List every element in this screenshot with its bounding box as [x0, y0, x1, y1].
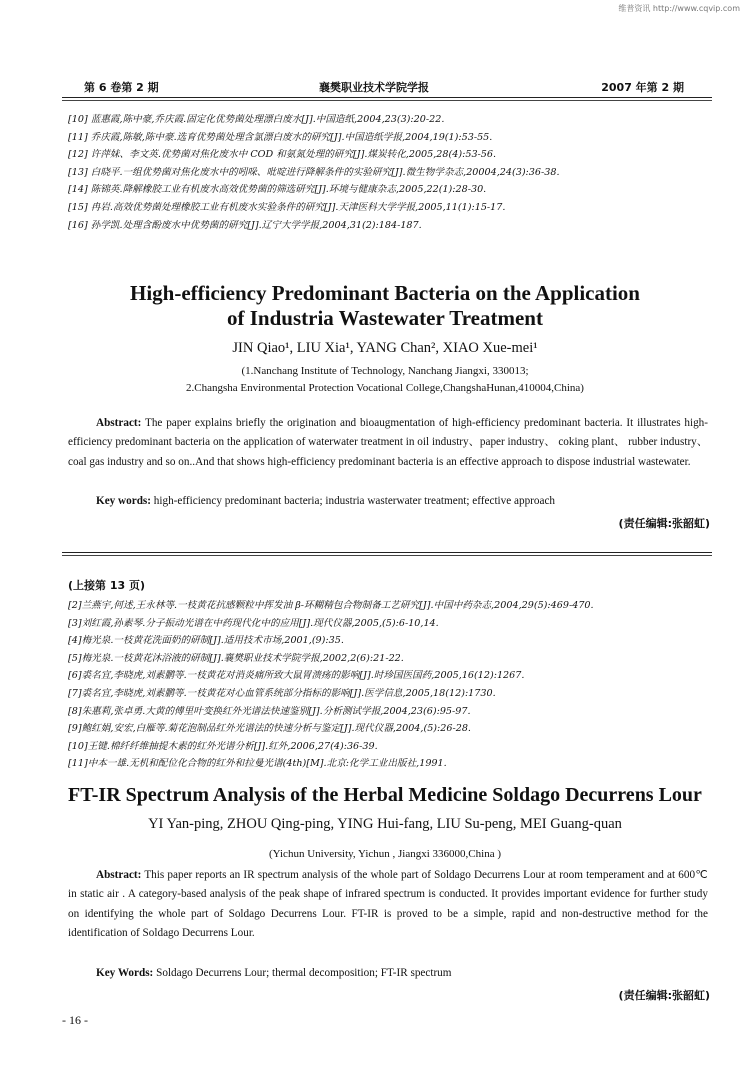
watermark: 维普资讯 http://www.cqvip.com: [618, 4, 740, 13]
article1-title-line2: of Industria Wastewater Treatment: [227, 306, 543, 330]
reference-item: [4]梅光泉.一枝黄花洗面奶的研制[J].适用技术市场,2001,(9):35.: [68, 635, 344, 647]
reference-item: [10] 蓝惠霞,陈中豪,乔庆霞.固定化优势菌处理漂白废水[J].中国造纸,2004,23(3):20-22.: [68, 114, 445, 125]
article1-affiliation: [60, 363, 710, 397]
reference-item: [12] 许萍妹、李文英.优势菌对焦化废水中 COD 和氨氮处理的研究[J].煤炭转化,2005,28(4):53-56.: [68, 149, 497, 161]
article2-keywords-text: Soldago Decurrens Lour; thermal decomposition; FT-IR spectrum: [156, 967, 452, 979]
article1-keywords: [96, 495, 555, 507]
article1-affiliation-line2: 2.Changsha Environmental Protection Vocational College,ChangshaHunan,410004,China): [186, 382, 584, 394]
reference-item: [6]裘名宜,李晓虎,刘素鹏等.一枝黄花对消炎痛所致大鼠胃溃疡的影响[J].时珍国医国药,2005,16(12):1267.: [68, 670, 525, 682]
article1-abstract: [68, 414, 708, 472]
reference-item: [5]梅光泉.一枝黄花沐浴液的研制[J].襄樊职业技术学院学报,2002,2(6):21-22.: [68, 652, 404, 664]
article1-keywords-label: Key words:: [96, 495, 151, 507]
reference-item: [10]王键.棉纤纤维抽提木素的红外光谱分析[J].红外,2006,27(4):36-39.: [68, 740, 378, 752]
section-divider-thin: [62, 555, 712, 556]
reference-item: [15] 冉岩.高效优势菌处理橡胶工业有机废水实验条件的研究[J].天津医科大学学报,2005,11(1):15-17.: [68, 201, 506, 213]
article1-title: [60, 281, 710, 331]
reference-item: [8]朱惠莉,张卓勇.大黄的傅里叶变换红外光谱法快速鉴别[J].分析测试学报,2004,23(6):95-97.: [68, 705, 471, 717]
page-number: - 16 -: [62, 1013, 88, 1027]
article2-abstract: [68, 866, 708, 943]
section-divider: [62, 552, 712, 553]
article2-keywords-label: Key Words:: [96, 967, 154, 979]
header-journal: 襄樊职业技术学院学报: [319, 81, 429, 94]
article2-authors: YI Yan-ping, ZHOU Qing-ping, YING Hui-fang, LIU Su-peng, MEI Guang-quan: [148, 816, 622, 832]
header-rule-thin: [62, 100, 712, 101]
header-issue: 2007 年第 2 期: [601, 81, 684, 94]
article1-title-line1: High-efficiency Predominant Bacteria on the Application: [130, 281, 640, 305]
article1-abstract-text: The paper explains briefly the origination and bioaugmentation of high-efficiency predominant bacteria. It illustrates high-efficiency predominant bacteria on the application of waterwater treatment in oil industry、paper industry、 coking plant、 rubber industry、 coal gas industry and so on..And that shows high-efficiency predominant bacteria is an effective approach to dispose industrial wastewater.: [68, 417, 708, 468]
reference-item: [7]裘名宜,李晓虎,刘素鹏等.一枝黄花对心血管系统部分指标的影响[J].医学信息,2005,18(12):1730.: [68, 687, 496, 699]
article2-abstract-label: Abstract:: [96, 869, 142, 881]
reference-item: [3]刘红霞,孙素琴.分子振动光谱在中药现代化中的应用[J].现代仪器,2005,(5):6-10,14.: [68, 617, 439, 629]
reference-item: [9]鲍红娟,安宏,白雁等.菊花泡制品红外光谱法的快速分析与鉴定[J].现代仪器,2004,(5):26-28.: [68, 723, 471, 735]
header-volume: 第 6 卷第 2 期: [84, 81, 159, 94]
header-rule: [62, 97, 712, 98]
reference-item: [2]兰燕宇,何述,王永林等.一枝黄花抗感颗粒中挥发油 β-环糊精包合物制备工艺研究[J].中国中药杂志,2004,29(5):469-470.: [68, 600, 594, 611]
reference-list-mid: [68, 597, 708, 773]
reference-item: [11]中本一雄.无机和配位化合物的红外和拉曼光谱(4th)[M].北京:化学工业出版社,1991.: [68, 758, 447, 770]
reference-item: [11] 乔庆霞,陈敏,陈中豪.选育优势菌处理含氯漂白废水的研究[J].中国造纸学报,2004,19(1):53-55.: [68, 131, 493, 143]
article1-affiliation-line1: (1.Nanchang Institute of Technology, Nanchang Jiangxi, 330013;: [241, 365, 529, 377]
article1-abstract-label: Abstract:: [96, 417, 142, 429]
reference-item: [16] 孙学凯.处理含酚废水中优势菌的研究[J].辽宁大学学报,2004,31(2):184-187.: [68, 219, 422, 231]
reference-list-top: [68, 111, 708, 234]
reference-item: [14] 陈锦英.降解橡胶工业有机废水高效优势菌的筛选研究[J].环境与健康杂志,2005,22(1):28-30.: [68, 184, 487, 196]
article2-abstract-text: This paper reports an IR spectrum analysis of the whole part of Soldago Decurrens Lour at room temperament and at 600℃ in static air . A category-based analysis of the peak shape of infrared spectrum is conducted. It provides important evidence for further study on identifying the whole part of Soldago Decurrens Lour. FT-IR is proved to be a simple, rapid and non-destructive method for the identification of Soldago Decurrens Lour.: [68, 869, 708, 939]
article2-keywords: [96, 967, 451, 979]
article1-keywords-text: high-efficiency predominant bacteria; industria wasterwater treatment; effective approach: [153, 495, 556, 507]
article2-affiliation: (Yichun University, Yichun , Jiangxi 336000,China ): [269, 848, 501, 860]
continued-from-label: (上接第 13 页): [68, 579, 146, 592]
article2-editor: (责任编辑:张韶虹): [618, 989, 710, 1002]
article1-authors: JIN Qiao¹, LIU Xia¹, YANG Chan², XIAO Xue-mei¹: [232, 340, 538, 356]
article2-title: FT-IR Spectrum Analysis of the Herbal Medicine Soldago Decurrens Lour: [68, 784, 702, 806]
reference-item: [13] 白晓平.一组优势菌对焦化废水中的吲哚、吡啶进行降解条件的实验研究[J].微生物学杂志,20004,24(3):36-38.: [68, 166, 560, 178]
article1-editor: (责任编辑:张韶虹): [618, 517, 710, 530]
